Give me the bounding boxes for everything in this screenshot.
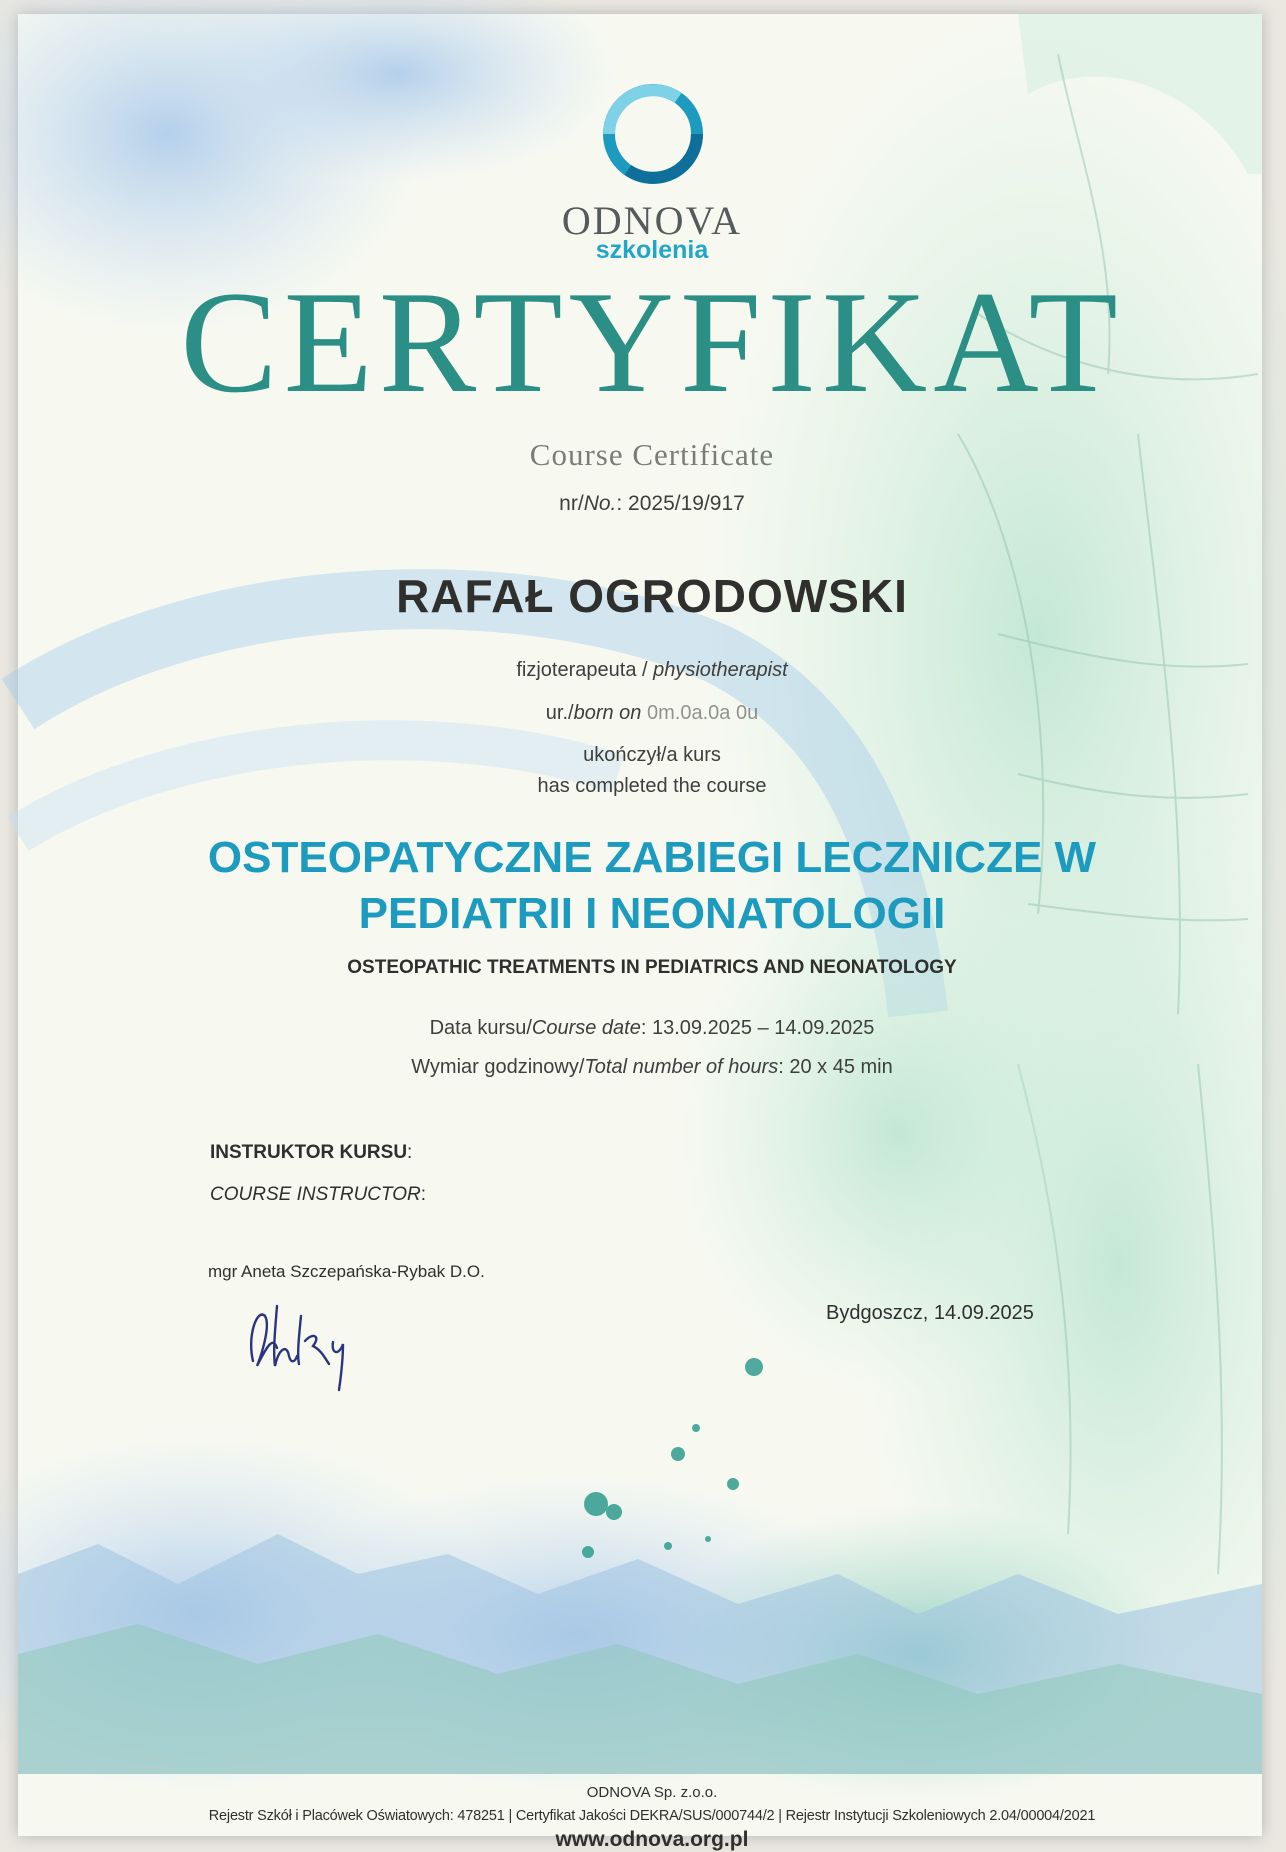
odnova-logo-icon [588,74,718,194]
course-date-value: : 13.09.2025 – 14.09.2025 [640,1017,875,1039]
born-label-en: born on [573,702,642,724]
instructor-signature [243,1286,383,1396]
recipient-name: RAFAŁ OGRODOWSKI [396,570,908,622]
course-hours-label-en: Total number of hours [584,1056,779,1078]
course-hours-value: : 20 x 45 min [778,1056,893,1078]
course-title-line1: OSTEOPATYCZNE ZABIEGI LECZNICZE W [207,833,1097,882]
footer-company: ODNOVA Sp. z.o.o. [586,1784,718,1801]
instructor-label-en-text: COURSE INSTRUCTOR [210,1184,421,1205]
certificate-title: CERTYFIKAT [180,261,1124,423]
course-date-label-en: Course date [531,1017,641,1039]
instructor-label-en [210,1184,426,1206]
brand-subtitle: szkolenia [595,236,709,264]
instructor-name: mgr Aneta Szczepańska-Rybak D.O. [208,1262,485,1281]
course-hours [18,1056,1286,1079]
footer-registry: Rejestr Szkół i Placówek Oświatowych: 478251 | Certyfikat Jakości DEKRA/SUS/000744/2 | Rejestr Instytucji Szkoleniowych 2.04/00004/2021 [208,1808,1096,1824]
profession-pl: fizjoterapeuta / [516,659,654,681]
certificate-number [18,492,1286,516]
certificate-number-label-en: No. [583,492,617,515]
instructor-label-pl-text: INSTRUKTOR KURSU [210,1142,408,1163]
completed-text-en: has completed the course [537,775,767,797]
footer-website[interactable]: www.odnova.org.pl [555,1828,749,1851]
place-and-date: Bydgoszcz, 14.09.2025 [826,1302,1034,1324]
brand-name: ODNOVA [561,198,743,243]
certificate-number-value: : 2025/19/917 [616,492,745,515]
course-title-line2: PEDIATRII I NEONATOLOGII [358,889,946,938]
course-title-en: OSTEOPATHIC TREATMENTS IN PEDIATRICS AND NEONATOLOGY [347,957,957,978]
instructor-label-pl-colon: : [407,1142,413,1163]
instructor-label-pl [210,1142,412,1164]
completed-text-pl: ukończył/a kurs [583,744,721,766]
born-label-pl: ur./ [545,702,574,724]
course-date [18,1017,1286,1040]
recipient-birthdate [18,702,1286,725]
certificate-subtitle: Course Certificate [529,437,775,472]
instructor-label-en-colon: : [420,1184,427,1205]
course-date-label-pl: Data kursu/ [429,1017,532,1039]
born-value: 0m.0a.0a 0u [641,702,759,724]
course-hours-label-pl: Wymiar godzinowy/ [411,1056,585,1078]
certificate-number-label-pl: nr/ [559,492,584,515]
recipient-profession [18,659,1286,682]
course-title [18,830,1286,942]
certificate-sheet [18,14,1262,1851]
profession-en: physiotherapist [653,659,788,681]
